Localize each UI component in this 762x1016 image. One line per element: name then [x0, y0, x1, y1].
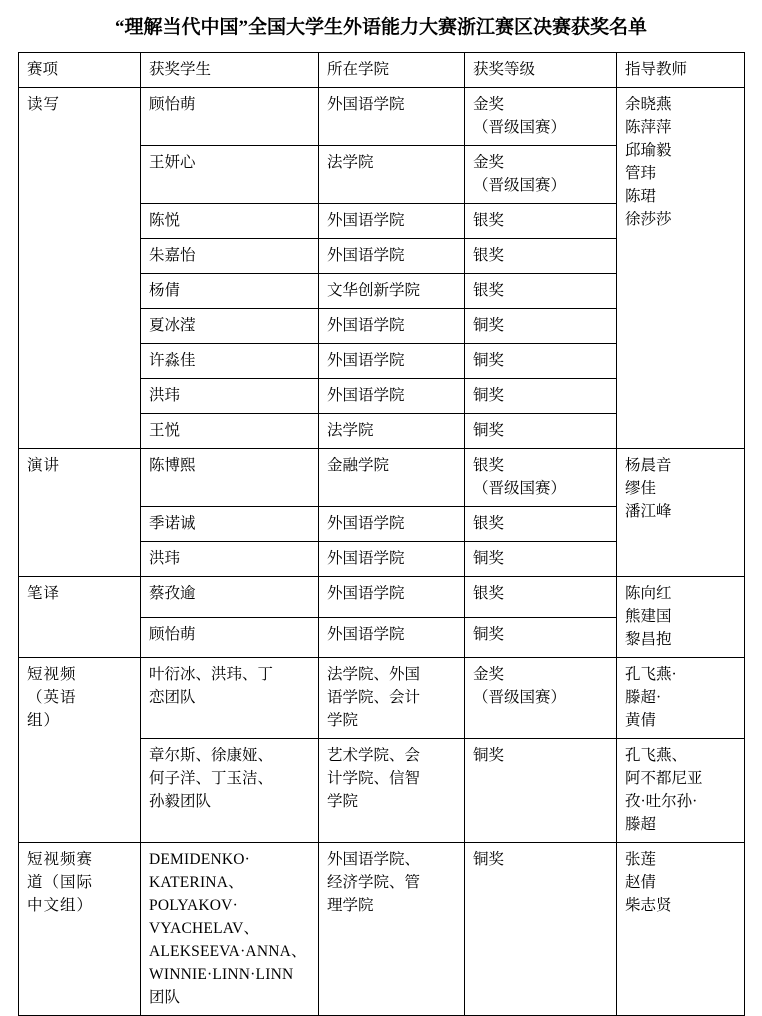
table-row	[19, 843, 745, 1016]
table-row	[19, 658, 745, 739]
student-cell: 洪玮	[141, 379, 319, 414]
teacher-cell-yanjiang	[617, 449, 745, 577]
event-label-line: 组）	[27, 712, 61, 729]
column-header-teacher: 指导教师	[617, 53, 745, 88]
student-line: DEMIDENKO·	[149, 851, 251, 868]
event-label-line: （英语	[27, 689, 77, 706]
student-line: VYACHELAV、	[149, 920, 260, 937]
column-header-college: 所在学院	[319, 53, 465, 88]
college-cell: 法学院	[319, 146, 465, 204]
teacher-name: 陈珺	[625, 188, 657, 205]
level-sub: （晋级国赛）	[473, 480, 567, 497]
level-cell: 铜奖	[465, 542, 617, 577]
college-line: 理学院	[327, 897, 374, 914]
student-cell: 陈博熙	[141, 449, 319, 507]
column-header-event: 赛项	[19, 53, 141, 88]
teacher-name: 管玮	[625, 165, 657, 182]
student-line: POLYAKOV·	[149, 897, 238, 914]
student-line: 何子洋、丁玉洁、	[149, 770, 274, 787]
level-cell: 银奖	[465, 274, 617, 309]
event-cell-short-video-english	[19, 658, 141, 843]
student-line: 孙毅团队	[149, 793, 212, 810]
event-cell-short-video-international	[19, 843, 141, 1016]
college-line: 语学院、会计	[327, 689, 421, 706]
teacher-name: 滕超·	[625, 689, 662, 706]
college-line: 学院	[327, 712, 359, 729]
student-cell: 蔡孜逾	[141, 577, 319, 618]
student-line: 恋团队	[149, 689, 196, 706]
level-cell: 铜奖	[465, 309, 617, 344]
table-row	[19, 449, 745, 507]
teacher-name: 赵倩	[625, 874, 657, 891]
college-line: 计学院、信智	[327, 770, 421, 787]
student-cell: 夏冰滢	[141, 309, 319, 344]
teacher-name: 柴志贤	[625, 897, 672, 914]
teacher-cell	[617, 658, 745, 739]
level-cell: 银奖	[465, 577, 617, 618]
teacher-name: 孜·吐尔孙·	[625, 793, 698, 810]
college-cell	[319, 739, 465, 843]
level-cell: 铜奖	[465, 617, 617, 658]
level-cell	[465, 658, 617, 739]
student-line: KATERINA、	[149, 874, 244, 891]
student-line: WINNIE·LINN·LINN	[149, 966, 294, 983]
college-cell	[319, 658, 465, 739]
student-cell: 洪玮	[141, 542, 319, 577]
student-cell: 顾怡萌	[141, 617, 319, 658]
event-cell-biyi: 笔译	[19, 577, 141, 658]
level-cell: 银奖	[465, 239, 617, 274]
student-cell: 王妍心	[141, 146, 319, 204]
level-cell: 铜奖	[465, 414, 617, 449]
page-title: “理解当代中国”全国大学生外语能力大赛浙江赛区决赛获奖名单	[114, 17, 647, 38]
teacher-name: 邱瑜毅	[625, 142, 672, 159]
college-cell: 外国语学院	[319, 204, 465, 239]
student-line: 章尔斯、徐康娅、	[149, 747, 274, 764]
column-header-level: 获奖等级	[465, 53, 617, 88]
student-line: ALEKSEEVA·ANNA、	[149, 943, 307, 960]
table-header-row	[19, 53, 745, 88]
teacher-name: 缪佳	[625, 480, 657, 497]
level-cell	[465, 449, 617, 507]
level-cell: 银奖	[465, 507, 617, 542]
award-table	[18, 52, 745, 1016]
event-label-line: 短视频	[27, 666, 77, 683]
college-cell: 外国语学院	[319, 577, 465, 618]
column-header-student: 获奖学生	[141, 53, 319, 88]
student-cell: 季诺诚	[141, 507, 319, 542]
teacher-cell-duxie	[617, 88, 745, 449]
college-cell: 金融学院	[319, 449, 465, 507]
teacher-name: 孔飞燕、	[625, 747, 688, 764]
college-line: 外国语学院、	[327, 851, 421, 868]
teacher-name: 黄倩	[625, 712, 657, 729]
college-cell: 外国语学院	[319, 88, 465, 146]
level-main: 银奖	[473, 457, 505, 474]
teacher-name: 黎昌抱	[625, 631, 672, 648]
level-sub: （晋级国赛）	[473, 177, 567, 194]
college-cell: 外国语学院	[319, 379, 465, 414]
level-cell: 铜奖	[465, 739, 617, 843]
teacher-cell	[617, 739, 745, 843]
level-main: 金奖	[473, 154, 505, 171]
event-label-line: 中文组）	[27, 897, 94, 914]
teacher-name: 余晓燕	[625, 96, 672, 113]
level-cell: 铜奖	[465, 344, 617, 379]
teacher-name: 陈萍萍	[625, 119, 672, 136]
level-sub: （晋级国赛）	[473, 119, 567, 136]
level-cell: 铜奖	[465, 843, 617, 1016]
college-cell: 外国语学院	[319, 617, 465, 658]
event-cell-duxie: 读写	[19, 88, 141, 449]
level-cell	[465, 146, 617, 204]
student-line: 团队	[149, 989, 181, 1006]
level-cell	[465, 88, 617, 146]
level-main: 金奖	[473, 666, 505, 683]
college-cell: 外国语学院	[319, 542, 465, 577]
student-cell	[141, 843, 319, 1016]
college-cell: 文华创新学院	[319, 274, 465, 309]
college-cell: 外国语学院	[319, 344, 465, 379]
teacher-name: 张莲	[625, 851, 657, 868]
college-cell: 外国语学院	[319, 507, 465, 542]
teacher-name: 潘江峰	[625, 503, 672, 520]
student-cell: 杨倩	[141, 274, 319, 309]
student-cell: 朱嘉怡	[141, 239, 319, 274]
student-cell	[141, 658, 319, 739]
teacher-name: 熊建国	[625, 608, 672, 625]
college-cell: 外国语学院	[319, 239, 465, 274]
teacher-name: 滕超	[625, 816, 657, 833]
college-line: 经济学院、管	[327, 874, 421, 891]
student-cell	[141, 739, 319, 843]
student-line: 叶衍冰、洪玮、丁	[149, 666, 274, 683]
level-sub: （晋级国赛）	[473, 689, 567, 706]
student-cell: 顾怡萌	[141, 88, 319, 146]
teacher-name: 徐莎莎	[625, 211, 672, 228]
teacher-cell	[617, 843, 745, 1016]
table-row	[19, 88, 745, 146]
college-line: 学院	[327, 793, 359, 810]
college-cell: 法学院	[319, 414, 465, 449]
teacher-name: 陈向红	[625, 585, 672, 602]
teacher-name: 阿不都尼亚	[625, 770, 703, 787]
college-line: 法学院、外国	[327, 666, 421, 683]
level-cell: 银奖	[465, 204, 617, 239]
event-label-line: 短视频赛	[27, 851, 94, 868]
teacher-name: 孔飞燕·	[625, 666, 677, 683]
table-row	[19, 577, 745, 618]
college-cell	[319, 843, 465, 1016]
student-cell: 陈悦	[141, 204, 319, 239]
event-cell-yanjiang: 演讲	[19, 449, 141, 577]
level-cell: 铜奖	[465, 379, 617, 414]
student-cell: 王悦	[141, 414, 319, 449]
level-main: 金奖	[473, 96, 505, 113]
student-cell: 许淼佳	[141, 344, 319, 379]
teacher-cell-biyi	[617, 577, 745, 658]
teacher-name: 杨晨音	[625, 457, 672, 474]
event-label-line: 道（国际	[27, 874, 94, 891]
college-cell: 外国语学院	[319, 309, 465, 344]
college-line: 艺术学院、会	[327, 747, 421, 764]
